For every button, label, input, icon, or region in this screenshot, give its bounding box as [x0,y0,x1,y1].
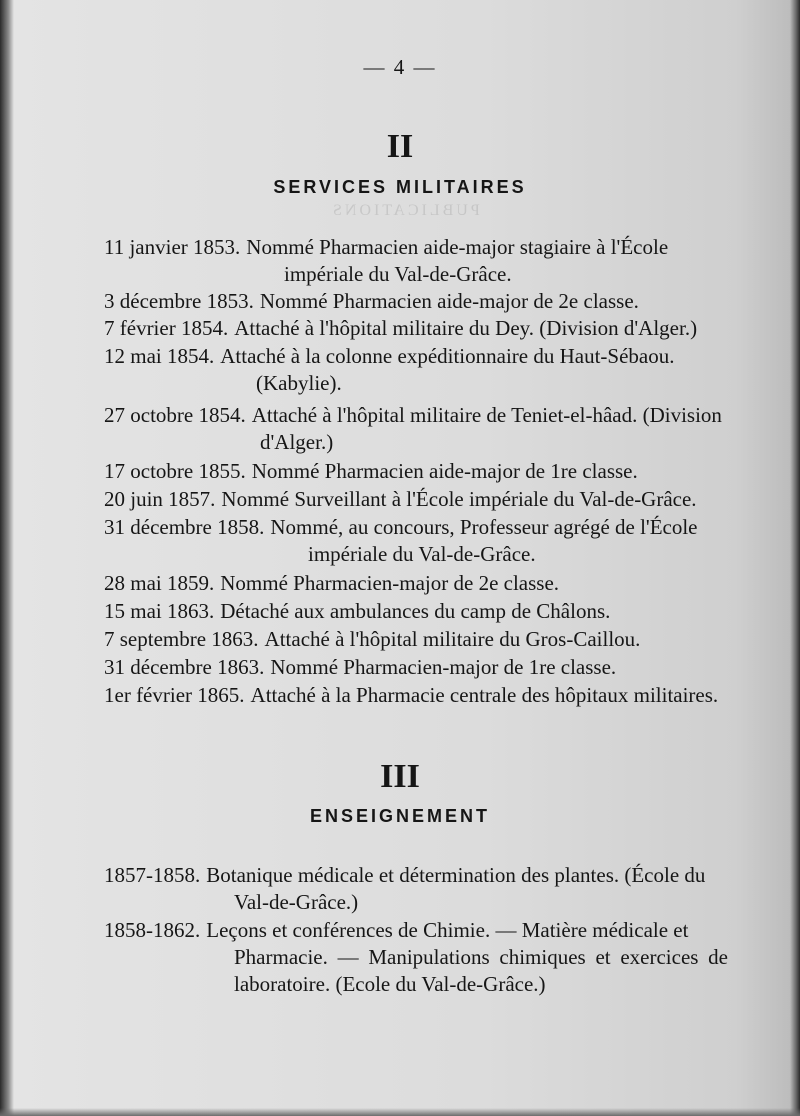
service-entry [104,486,728,513]
entry-text: Attaché à l'hôpital militaire de Teniet-el-hâad. (Division [251,403,722,427]
entry-date: 31 décembre 1863. [104,655,265,679]
entry-date: 15 mai 1863. [104,599,215,623]
service-entry [104,402,728,456]
service-entry [104,288,728,315]
entry-text: Botanique médicale et détermination des plantes. (École du [206,863,706,887]
entry-date: 12 mai 1854. [104,344,215,368]
service-entry [104,514,728,568]
entry-text: Attaché à la Pharmacie centrale des hôpitaux militaires. [250,683,719,707]
service-entry [104,626,728,653]
scan-edge-right [790,0,800,1116]
entry-date: 20 juin 1857. [104,487,216,511]
service-entry [104,654,728,681]
page-number: — 4 — [363,55,437,79]
entry-date: 7 septembre 1863. [104,627,259,651]
entry-text: Nommé Pharmacien aide-major de 2e classe. [259,289,639,313]
entry-date: 31 décembre 1858. [104,515,265,539]
entry-date: 1er février 1865. [104,683,245,707]
section-heading-military-services: SERVICES MILITAIRES [273,177,527,197]
entry-date: 1857-1858. [104,863,201,887]
bleed-through-text: PUBLICATIONS [330,202,480,219]
teaching-entry [104,917,728,998]
section-numeral-2: II [386,128,414,165]
entry-continuation: impériale du Val-de-Grâce. [284,262,512,286]
entry-continuation: d'Alger.) [260,430,334,454]
entry-text: Nommé Pharmacien-major de 1re classe. [270,655,617,679]
service-entry [104,315,728,342]
entry-date: 7 février 1854. [104,316,229,340]
entry-date: 3 décembre 1853. [104,289,254,313]
entry-continuation: Pharmacie. — Manipulations chimiques et exercices de laboratoire. (Ecole du Val-de-Grâce.) [234,945,728,996]
scan-edge-bottom [0,1108,800,1116]
entry-text: Nommé Pharmacien aide-major stagiaire à l'École [246,235,669,259]
entry-text: Leçons et conférences de Chimie. — Matière médicale et [206,918,689,942]
entry-date: 1858-1862. [104,918,201,942]
entry-date: 17 octobre 1855. [104,459,246,483]
section-numeral-3: III [380,758,420,795]
service-entry [104,570,728,597]
teaching-entry [104,862,728,916]
entry-text: Nommé, au concours, Professeur agrégé de l'École [270,515,698,539]
entry-text: Attaché à la colonne expéditionnaire du Haut-Sébaou. [220,344,675,368]
entry-text: Attaché à l'hôpital militaire du Dey. (Division d'Alger.) [234,316,698,340]
entry-date: 28 mai 1859. [104,571,215,595]
entry-continuation: (Kabylie). [256,371,342,395]
entry-date: 27 octobre 1854. [104,403,246,427]
scan-edge-left [0,0,14,1116]
service-entry [104,343,728,397]
service-entry [104,682,728,709]
section-heading-teaching: ENSEIGNEMENT [309,806,491,826]
entry-text: Détaché aux ambulances du camp de Châlons. [220,599,611,623]
entry-text: Nommé Surveillant à l'École impériale du Val-de-Grâce. [221,487,697,511]
service-entry [104,598,728,625]
service-entry [104,234,728,288]
service-entry [104,458,728,485]
entry-continuation: impériale du Val-de-Grâce. [308,542,536,566]
entry-text: Nommé Pharmacien aide-major de 1re classe. [251,459,638,483]
entry-text: Attaché à l'hôpital militaire du Gros-Caillou. [264,627,641,651]
entry-date: 11 janvier 1853. [104,235,241,259]
entry-text: Nommé Pharmacien-major de 2e classe. [220,571,560,595]
entry-continuation: Val-de-Grâce.) [234,890,359,914]
